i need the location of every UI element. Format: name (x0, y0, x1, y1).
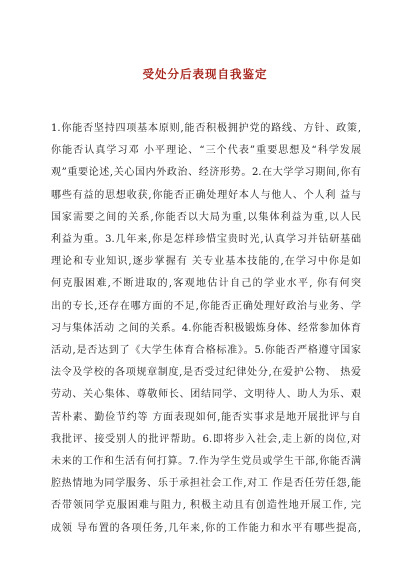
body-line: 利益为重。3.几年来,你是怎样珍惜宝贵时光,认真学习并钻研基础 (51, 234, 361, 246)
body-line: 何克服困难,不断进取的,客观地估计自己的学业水平, 你有何突 (51, 278, 361, 290)
body-line: 成领 导布置的各项任务,几年来,你的工作能力和水平有哪些提高, (51, 522, 361, 534)
body-line: 苦朴素、勤俭节约等 方面表现如何,能否实事求是地开展批评与自 (51, 411, 361, 423)
body-line: 习与集体活动 之间的关系。4.你能否积极锻炼身体、经常参加体育 (51, 322, 361, 334)
body-line: 我批评、接受别人的批评帮助。6.即将步入社会,走上新的岗位,对 (51, 433, 361, 445)
document-body (51, 118, 361, 540)
body-line: 腔热情地为同学服务、乐于承担社会工作,对工 作是否任劳任怨,能 (51, 478, 361, 490)
body-line: 观”重要论述,关心国内外政治、经济形势。2.在大学学习期间,你有 (51, 167, 361, 179)
body-line: 劳动、关心集体、尊敬师长、团结同学、文明待人、助人为乐、艰 (51, 389, 361, 401)
body-line: 国家需要之间的关系,你能否以大局为重,以集体利益为重,以人民 (51, 211, 361, 223)
body-line: 法令及学校的各项规章制度,是否受过纪律处分,在爱护公物、 热爱 (51, 367, 361, 379)
body-line: 出的专长,还存在哪方面的不足,你能否正确处理好政治与业务、学 (51, 300, 361, 312)
body-line: 你能否认真学习邓 小平理论、“三个代表”重要思想及“科学发展 (51, 145, 361, 157)
body-line: 否带领同学克服困难与阻力, 积极主动且有创造性地开展工作, 完 (51, 500, 361, 512)
body-line: 未来的工作和生活有何打算。7.作为学生党员或学生干部,你能否满 (51, 456, 361, 468)
body-line: 1.你能否坚持四项基本原则,能否积极拥护党的路线、方针、政策, (51, 123, 361, 134)
document-title: 受处分后表现自我鉴定 (142, 67, 268, 81)
body-line: 活动,是否达到了《大学生体育合格标准》。5.你能否严格遵守国家 (51, 345, 361, 357)
body-line: 哪些有益的思想收获,你能否正确处理好本人与他人、个人利 益与 (51, 189, 361, 201)
body-line: 理论和专业知识,逐步掌握有 关专业基本技能的,在学习中你是如 (51, 256, 361, 268)
